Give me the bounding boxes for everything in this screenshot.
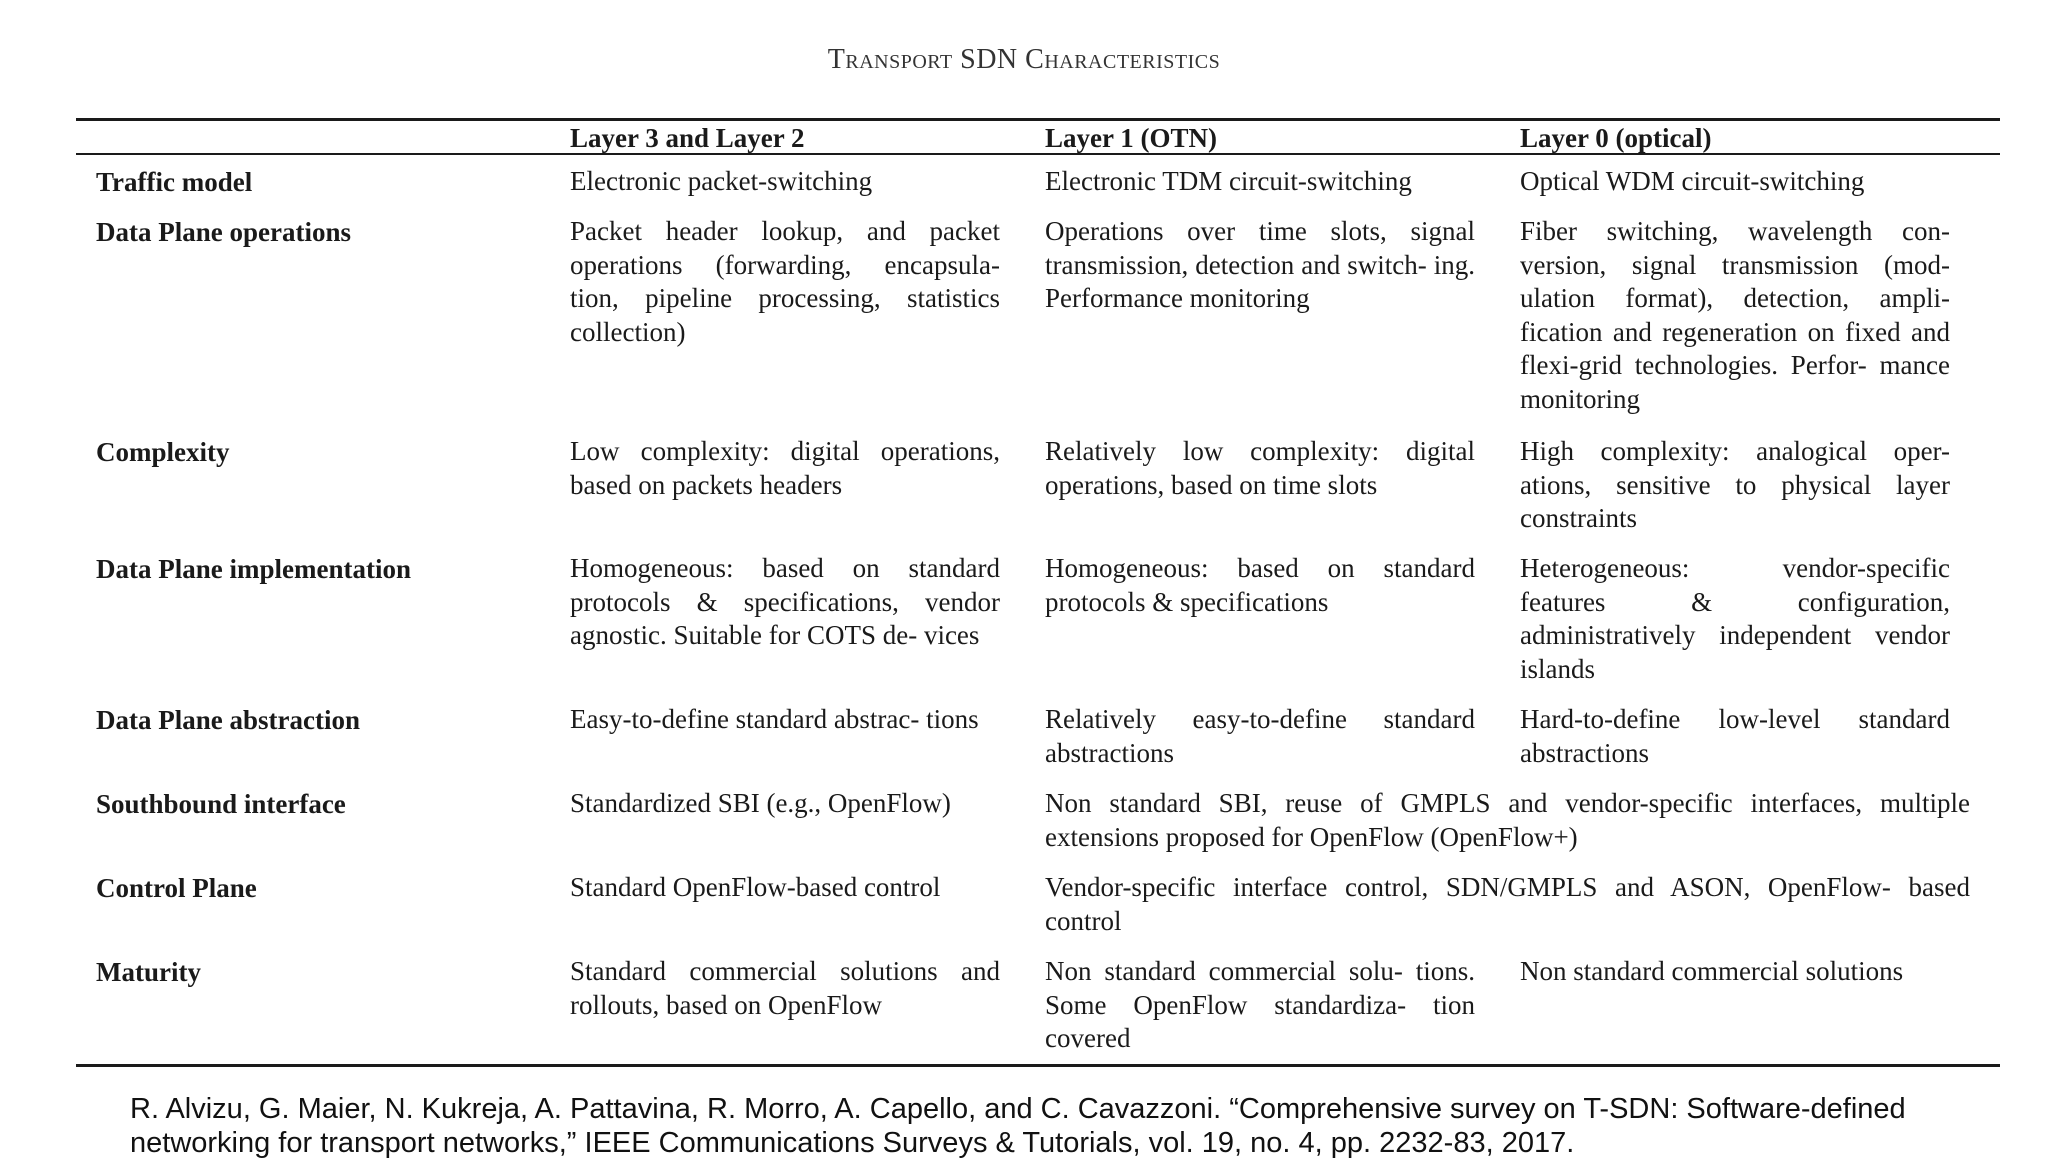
table-cell: Standard commercial solutions and rollouts, based on OpenFlow: [570, 956, 1000, 1020]
table-cell: Low complexity: digital operations, based on packets headers: [570, 436, 1000, 500]
table-cell: Optical WDM circuit-switching: [1520, 166, 1865, 196]
row-label: Traffic model: [96, 167, 253, 197]
table-cell: Non standard commercial solutions: [1520, 956, 1904, 986]
row-label: Complexity: [96, 437, 230, 467]
table-cell: Hard-to-define low-level standard abstractions: [1520, 704, 1950, 768]
row-label: Data Plane implementation: [96, 554, 411, 584]
table-cell-spanning: Non standard SBI, reuse of GMPLS and vendor-specific interfaces, multiple extensions proposed for OpenFlow (OpenFlow+): [1045, 788, 1970, 852]
row-label: Control Plane: [96, 873, 257, 903]
table-cell: Standard OpenFlow-based control: [570, 872, 941, 902]
table-header-rule: [76, 153, 2000, 155]
column-header-layer-1: Layer 1 (OTN): [1045, 123, 1217, 153]
table-cell: Electronic packet-switching: [570, 166, 873, 196]
table-cell: Fiber switching, wavelength con- version, signal transmission (mod- ulation format), detection, ampli- fication and regeneration on fixed and flexi-grid technologies. Perfor- mance monitoring: [1520, 216, 1950, 414]
table-cell: Standardized SBI (e.g., OpenFlow): [570, 788, 951, 818]
table-cell: Operations over time slots, signal transmission, detection and switch- ing. Performance monitoring: [1045, 216, 1475, 313]
row-label: Data Plane operations: [96, 217, 351, 247]
table-cell: Packet header lookup, and packet operations (forwarding, encapsula- tion, pipeline processing, statistics collection): [570, 216, 1000, 347]
table-cell: Heterogeneous: vendor-specific features & configuration, administratively independent vendor islands: [1520, 553, 1950, 684]
table-title: Transport SDN Characteristics: [827, 44, 1221, 75]
table-bottom-rule: [76, 1064, 2000, 1067]
table-cell: High complexity: analogical oper- ations, sensitive to physical layer constraints: [1520, 436, 1950, 533]
table-cell: Relatively easy-to-define standard abstractions: [1045, 704, 1475, 768]
table-cell: Homogeneous: based on standard protocols & specifications, vendor agnostic. Suitable for COTS de- vices: [570, 553, 1000, 650]
table-cell: Homogeneous: based on standard protocols & specifications: [1045, 553, 1475, 617]
column-header-layer-3-2: Layer 3 and Layer 2: [570, 123, 805, 153]
table-cell: Easy-to-define standard abstrac- tions: [570, 704, 979, 734]
table-cell: Non standard commercial solu- tions. Some OpenFlow standardiza- tion covered: [1045, 956, 1475, 1053]
row-label: Data Plane abstraction: [96, 705, 360, 735]
table-cell: Electronic TDM circuit-switching: [1045, 166, 1412, 196]
table-cell-spanning: Vendor-specific interface control, SDN/GMPLS and ASON, OpenFlow- based control: [1045, 872, 1970, 936]
table-cell: Relatively low complexity: digital operations, based on time slots: [1045, 436, 1475, 500]
row-label: Southbound interface: [96, 789, 346, 819]
citation-caption: R. Alvizu, G. Maier, N. Kukreja, A. Pattavina, R. Morro, A. Capello, and C. Cavazzoni. “Comprehensive survey on T-SDN: Software-defined networking for transport networks,” IEEE Communications Surveys & Tutorials, vol. 19, no. 4, pp. 2232-83, 2017.: [130, 1093, 1906, 1159]
row-label: Maturity: [96, 957, 201, 987]
column-header-layer-0: Layer 0 (optical): [1520, 123, 1712, 153]
